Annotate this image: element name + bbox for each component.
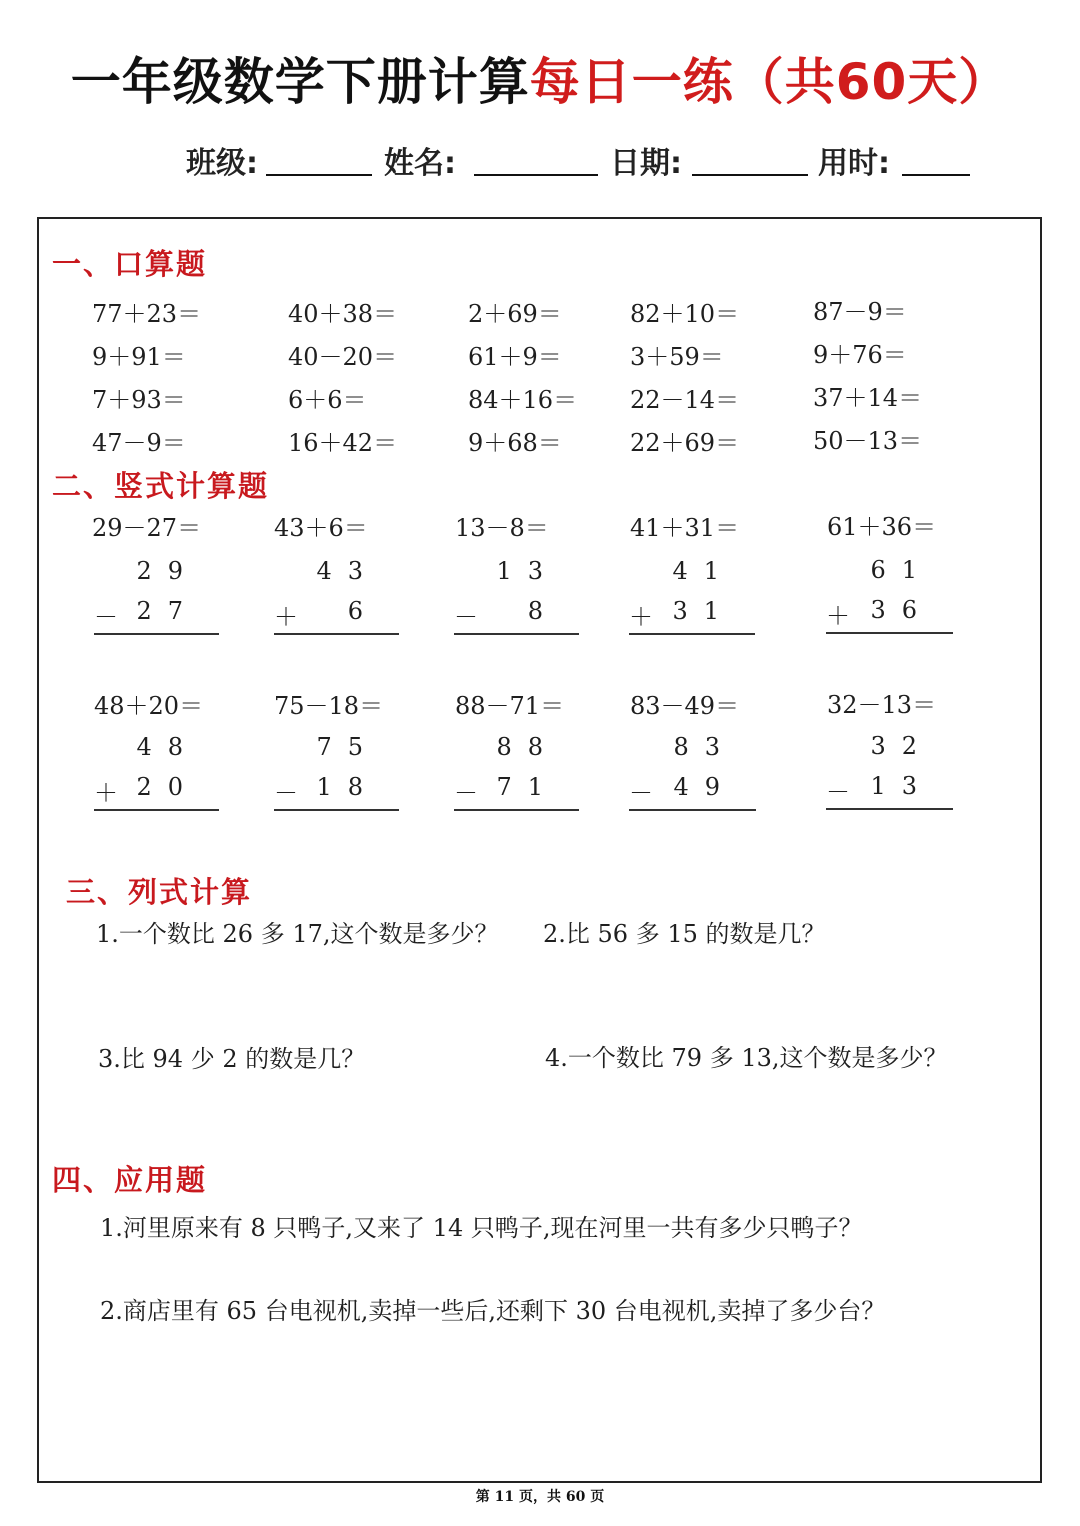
vertical-column bbox=[274, 557, 399, 637]
oral-problem: 61＋9＝ bbox=[468, 343, 562, 371]
vertical-top-number: 75 bbox=[316, 733, 379, 761]
vertical-bottom-number: 20 bbox=[136, 773, 199, 801]
vertical-expression: 43＋6＝ bbox=[274, 514, 368, 542]
oral-problem: 2＋69＝ bbox=[468, 300, 562, 328]
oral-problem: 87－9＝ bbox=[813, 298, 907, 326]
application-question-2: 2.商店里有 65 台电视机,卖掉一些后,还剩下 30 台电视机,卖掉了多少台？ bbox=[100, 1297, 886, 1325]
vertical-answer-line bbox=[274, 809, 399, 811]
vertical-column bbox=[826, 732, 953, 812]
vertical-answer-line bbox=[629, 633, 755, 635]
vertical-operator: ＋ bbox=[826, 602, 850, 630]
vertical-answer-line bbox=[826, 808, 953, 810]
vertical-bottom-number: 8 bbox=[527, 597, 559, 625]
vertical-expression: 32－13＝ bbox=[827, 691, 937, 719]
vertical-operator: － bbox=[454, 603, 478, 631]
date-label: 日期: bbox=[610, 146, 682, 181]
oral-problem: 50－13＝ bbox=[813, 427, 923, 455]
vertical-expression: 29－27＝ bbox=[92, 514, 202, 542]
vertical-answer-line bbox=[274, 633, 399, 635]
oral-problem: 3＋59＝ bbox=[630, 343, 724, 371]
oral-problem: 9＋76＝ bbox=[813, 341, 907, 369]
vertical-bottom-number: 6 bbox=[347, 597, 379, 625]
vertical-top-number: 61 bbox=[870, 556, 933, 584]
vertical-bottom-number: 31 bbox=[672, 597, 735, 625]
oral-problem: 9＋68＝ bbox=[468, 429, 562, 457]
vertical-expression: 13－8＝ bbox=[455, 514, 549, 542]
vertical-operator: ＋ bbox=[629, 603, 653, 631]
equation-question-3: 3.比 94 少 2 的数是几？ bbox=[98, 1045, 366, 1073]
class-blank-line[interactable] bbox=[266, 174, 372, 176]
vertical-top-number: 29 bbox=[136, 557, 199, 585]
vertical-bottom-number: 71 bbox=[496, 773, 559, 801]
vertical-top-number: 88 bbox=[496, 733, 559, 761]
vertical-column bbox=[826, 556, 953, 636]
vertical-expression: 88－71＝ bbox=[455, 692, 565, 720]
oral-problem: 6＋6＝ bbox=[288, 386, 367, 414]
equation-question-4: 4.一个数比 79 多 13,这个数是多少？ bbox=[545, 1044, 948, 1072]
vertical-operator: － bbox=[629, 779, 653, 807]
oral-problem: 9＋91＝ bbox=[92, 343, 186, 371]
equation-question-1: 1.一个数比 26 多 17,这个数是多少？ bbox=[96, 920, 499, 948]
oral-problem: 40＋38＝ bbox=[288, 300, 398, 328]
oral-problem: 84＋16＝ bbox=[468, 386, 578, 414]
vertical-top-number: 83 bbox=[673, 733, 736, 761]
title-main: 一年级数学下册计算 bbox=[70, 53, 530, 111]
vertical-expression: 75－18＝ bbox=[274, 692, 384, 720]
class-label: 班级: bbox=[186, 146, 258, 181]
vertical-expression: 48＋20＝ bbox=[94, 692, 204, 720]
vertical-answer-line bbox=[454, 809, 579, 811]
section-oral-title: 一、口算题 bbox=[52, 247, 208, 281]
vertical-operator: － bbox=[826, 778, 850, 806]
oral-problem: 22＋69＝ bbox=[630, 429, 740, 457]
vertical-column bbox=[454, 557, 579, 637]
vertical-bottom-number: 49 bbox=[673, 773, 736, 801]
vertical-top-number: 48 bbox=[136, 733, 199, 761]
page-footer: 第 11 页，共 60 页 bbox=[475, 1489, 605, 1505]
name-label: 姓名: bbox=[384, 146, 456, 181]
vertical-column bbox=[629, 557, 755, 637]
vertical-top-number: 41 bbox=[672, 557, 735, 585]
vertical-operator: ＋ bbox=[274, 603, 298, 631]
date-blank-line[interactable] bbox=[692, 174, 808, 176]
vertical-bottom-number: 13 bbox=[870, 772, 933, 800]
oral-problem: 16＋42＝ bbox=[288, 429, 398, 457]
oral-problem: 47－9＝ bbox=[92, 429, 186, 457]
section-application-title: 四、应用题 bbox=[52, 1163, 208, 1197]
section-equation-title: 三、列式计算 bbox=[66, 875, 253, 909]
application-question-1: 1.河里原来有 8 只鸭子,又来了 14 只鸭子,现在河里一共有多少只鸭子？ bbox=[100, 1214, 863, 1242]
worksheet-title bbox=[0, 42, 1080, 114]
vertical-operator: － bbox=[274, 779, 298, 807]
vertical-bottom-number: 18 bbox=[316, 773, 379, 801]
section-vertical-title: 二、竖式计算题 bbox=[52, 469, 270, 503]
time-blank-line[interactable] bbox=[902, 174, 970, 176]
vertical-expression: 61＋36＝ bbox=[827, 513, 937, 541]
vertical-column bbox=[94, 733, 219, 813]
oral-problem: 77＋23＝ bbox=[92, 300, 202, 328]
oral-problem: 82＋10＝ bbox=[630, 300, 740, 328]
time-label: 用时: bbox=[818, 146, 890, 181]
title-highlight: 每日一练（共60天） bbox=[529, 53, 1010, 111]
vertical-top-number: 13 bbox=[496, 557, 559, 585]
equation-question-2: 2.比 56 多 15 的数是几？ bbox=[543, 920, 826, 948]
vertical-column bbox=[629, 733, 756, 813]
vertical-answer-line bbox=[454, 633, 579, 635]
oral-problem: 7＋93＝ bbox=[92, 386, 186, 414]
vertical-top-number: 43 bbox=[316, 557, 379, 585]
oral-problem: 40－20＝ bbox=[288, 343, 398, 371]
vertical-column bbox=[454, 733, 579, 813]
vertical-operator: － bbox=[454, 779, 478, 807]
vertical-column bbox=[94, 557, 219, 637]
vertical-answer-line bbox=[94, 809, 219, 811]
vertical-operator: － bbox=[94, 603, 118, 631]
vertical-answer-line bbox=[94, 633, 219, 635]
vertical-top-number: 32 bbox=[870, 732, 933, 760]
vertical-column bbox=[274, 733, 399, 813]
vertical-operator: ＋ bbox=[94, 779, 118, 807]
vertical-bottom-number: 36 bbox=[870, 596, 933, 624]
vertical-expression: 83－49＝ bbox=[630, 692, 740, 720]
oral-problem: 22－14＝ bbox=[630, 386, 740, 414]
name-blank-line[interactable] bbox=[474, 174, 598, 176]
vertical-answer-line bbox=[629, 809, 756, 811]
vertical-answer-line bbox=[826, 632, 953, 634]
vertical-bottom-number: 27 bbox=[136, 597, 199, 625]
oral-problem: 37＋14＝ bbox=[813, 384, 923, 412]
vertical-expression: 41＋31＝ bbox=[630, 514, 740, 542]
